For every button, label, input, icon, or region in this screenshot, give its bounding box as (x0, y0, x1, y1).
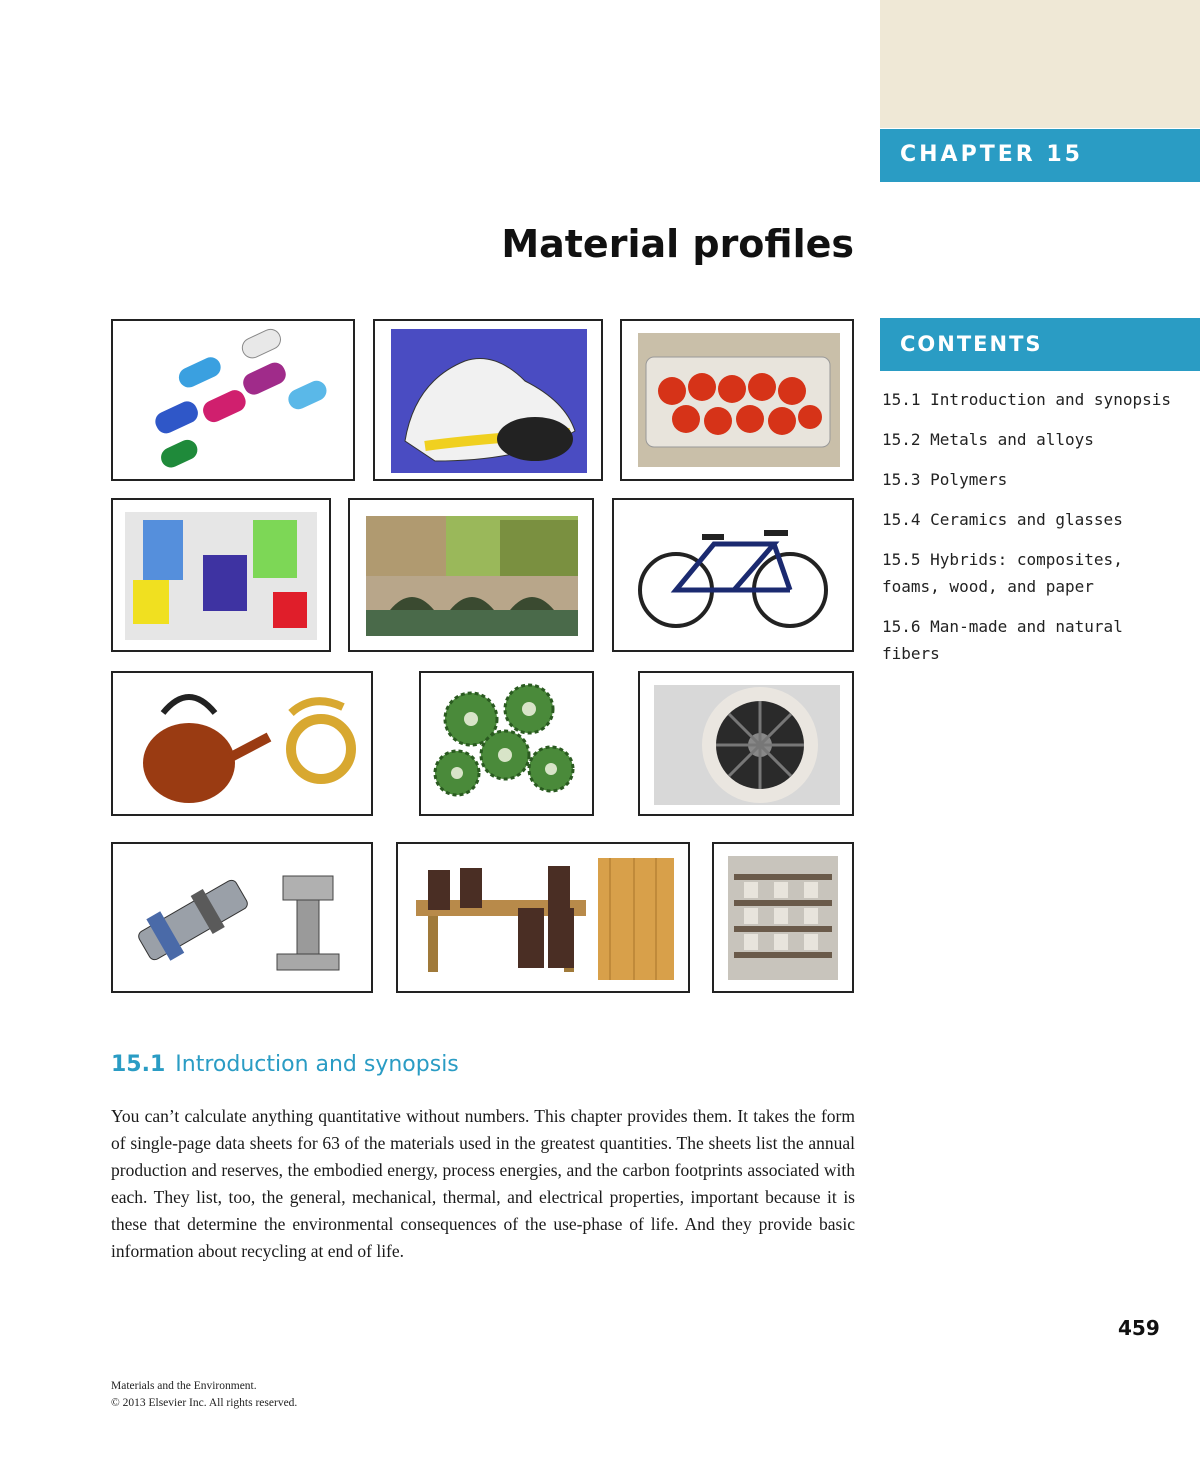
photo-bicycle (612, 498, 854, 652)
toc-item-15-4[interactable]: 15.4 Ceramics and glasses (882, 510, 1123, 529)
corner-decoration (880, 0, 1200, 128)
footer-book-title: Materials and the Environment. (111, 1380, 257, 1392)
contents-band (880, 318, 1200, 371)
chapter-band (880, 129, 1200, 182)
footer-copyright: © 2013 Elsevier Inc. All rights reserved. (111, 1397, 298, 1409)
toc-item-15-6[interactable]: 15.6 Man-made and natural fibers (882, 617, 1123, 663)
section-body-text: You can’t calculate anything quantitative without numbers. This chapter provides them. It takes the form of single-page data sheets for 63 of the materials used in the greatest quantities. The sheets list the annual production and reserves, the embodied energy, process energies, and the carbon footprints associated with each. They list, too, the general, mechanical, thermal, and electrical properties, important because it is these that determine the environmental consequences of the use-phase of life. And they provide basic information about recycling at end of life. (111, 1106, 855, 1261)
photo-wooden-table-and-chairs (396, 842, 690, 993)
section-heading (111, 1052, 459, 1077)
photo-stone-bridge (348, 498, 594, 652)
photo-running-shoe (373, 319, 603, 481)
photo-green-gears (419, 671, 594, 816)
photo-jet-engine (638, 671, 854, 816)
photo-glass-beakers (111, 498, 331, 652)
contents-heading: CONTENTS (900, 332, 1043, 356)
photo-turbine-parts (111, 842, 373, 993)
toc-item-15-2[interactable]: 15.2 Metals and alloys (882, 430, 1094, 449)
chapter-label: CHAPTER 15 (900, 142, 1083, 167)
section-title: Introduction and synopsis (175, 1052, 459, 1077)
toc-item-15-3[interactable]: 15.3 Polymers (882, 470, 1008, 489)
toc-item-15-1[interactable]: 15.1 Introduction and synopsis (882, 390, 1171, 409)
photo-boat-fenders (111, 319, 355, 481)
table-of-contents (882, 386, 1182, 680)
photo-tomato-container (620, 319, 854, 481)
copyright-footer (111, 1378, 297, 1412)
chapter-title: Material profiles (501, 222, 854, 266)
section-number: 15.1 (111, 1052, 166, 1077)
toc-item-15-5[interactable]: 15.5 Hybrids: composites, foams, wood, and paper (882, 550, 1123, 596)
page-number: 459 (1118, 1316, 1160, 1340)
photo-concrete-building (712, 842, 854, 993)
photo-kettle-and-horn (111, 671, 373, 816)
